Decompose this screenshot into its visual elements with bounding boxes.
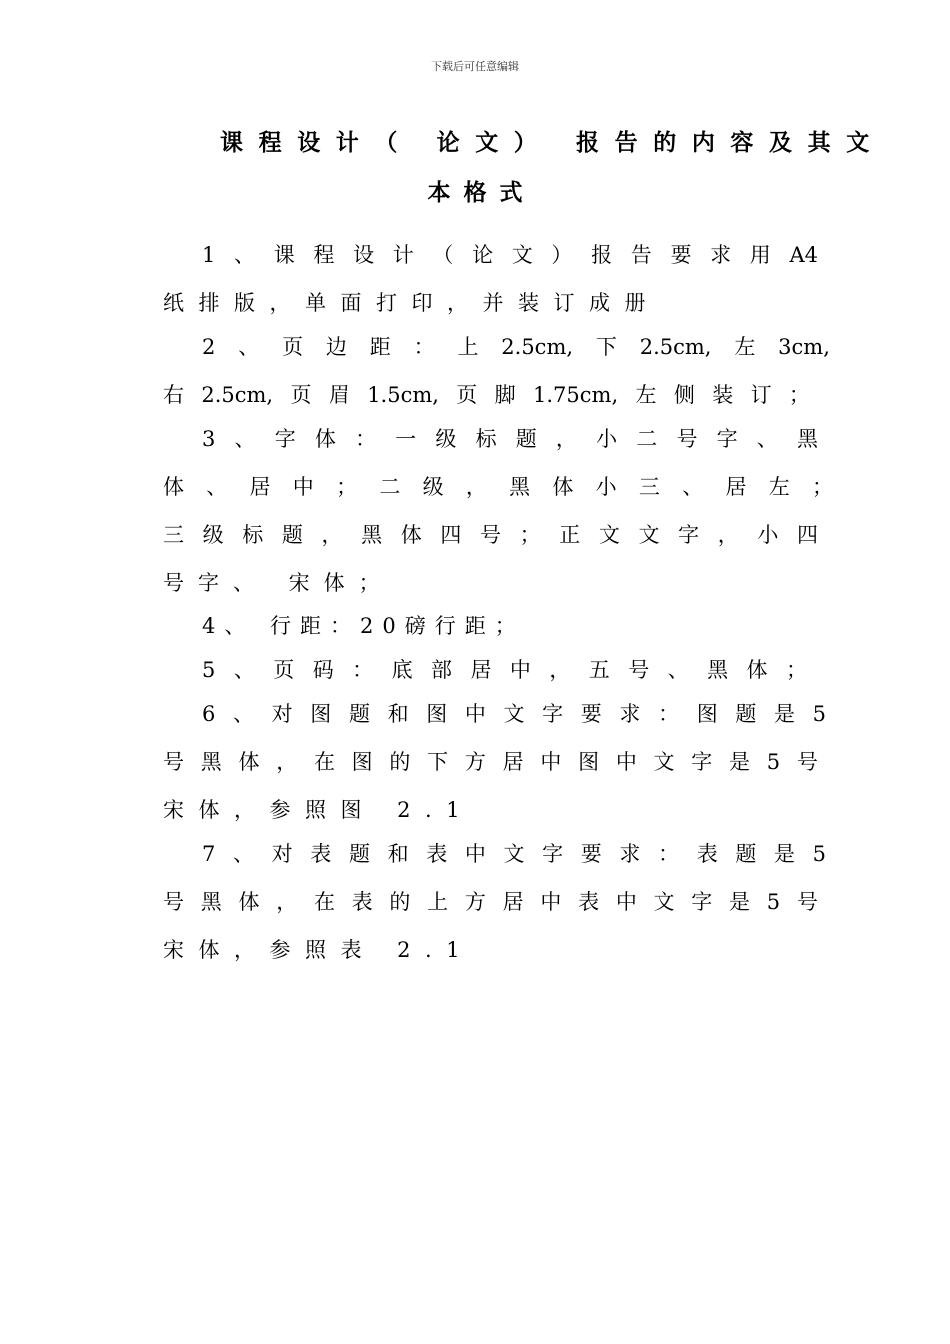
body-line-token: 课: [273, 243, 295, 267]
body-line-token: 2.5cm,: [201, 383, 274, 407]
body-line-token: 5: [812, 702, 826, 726]
body-line-token: 2: [202, 335, 216, 359]
body-line-token: 5: [766, 750, 781, 774]
body-line-token: ，: [276, 890, 298, 914]
body-line-16: 宋体，参照表 2.1: [163, 938, 475, 962]
body-line-token: 、: [233, 658, 255, 682]
body-line-10: [202, 656, 807, 684]
body-line-token: 6: [202, 702, 216, 726]
body-line-6: [163, 473, 833, 501]
document-title-line-1: 课程设计（ 论文） 报告的内容及其文: [220, 130, 885, 156]
body-line-token: 表: [578, 890, 600, 914]
body-line-token: 黑: [361, 523, 383, 547]
body-line-token: 题: [281, 523, 303, 547]
body-line-token: 表: [351, 890, 373, 914]
body-line-token: 3: [202, 427, 216, 451]
body-line-token: ：: [355, 427, 377, 451]
body-line-token: 体: [238, 890, 260, 914]
body-line-token: 5: [812, 842, 826, 866]
body-line-token: 正: [559, 523, 581, 547]
body-line-13: 宋体，参照图 2.1: [163, 798, 475, 822]
body-line-token: 是: [729, 750, 751, 774]
body-line-token: ：: [413, 335, 435, 359]
body-line-token: 四: [797, 523, 818, 547]
body-line-token: 脚: [494, 383, 516, 407]
body-line-token: 页: [273, 658, 295, 682]
body-line-token: 边: [325, 335, 347, 359]
body-line-token: 、: [234, 243, 256, 267]
body-line-token: 级: [422, 475, 444, 499]
body-line-token: 居: [725, 475, 747, 499]
body-line-token: ，: [717, 523, 739, 547]
body-line-token: 文: [511, 243, 533, 267]
body-line-token: ，: [276, 750, 298, 774]
body-line-token: 告: [630, 243, 652, 267]
body-line-token: 中: [464, 702, 486, 726]
body-line-4: [163, 381, 810, 409]
body-line-token: 体: [163, 475, 184, 499]
body-line-token: 体: [552, 475, 574, 499]
body-line-14: [202, 840, 826, 868]
body-line-token: 题: [348, 702, 370, 726]
body-line-7: [163, 521, 818, 549]
body-line-token: 居: [249, 475, 271, 499]
body-line-token: 四: [440, 523, 462, 547]
body-line-3: [202, 333, 830, 361]
body-line-token: 要: [580, 702, 602, 726]
body-line-token: 表: [696, 842, 718, 866]
body-line-token: ；: [811, 475, 833, 499]
body-line-token: 下: [427, 750, 449, 774]
body-line-token: 、: [233, 842, 255, 866]
body-line-1: [202, 241, 818, 269]
body-line-token: ；: [788, 383, 810, 407]
body-line-token: 设: [353, 243, 375, 267]
body-line-token: 字: [716, 427, 738, 451]
body-line-token: 程: [313, 243, 335, 267]
body-line-9: 4、 行距：20磅行距；: [202, 614, 525, 638]
body-line-token: 对: [271, 842, 293, 866]
body-line-2: 纸排版，单面打印，并装订成册: [163, 291, 660, 315]
body-line-token: 5: [766, 890, 781, 914]
body-line-8: 号字、 宋体；: [163, 571, 394, 595]
body-line-token: 底: [391, 658, 413, 682]
body-line-token: 1: [202, 243, 216, 267]
body-line-token: ；: [336, 475, 358, 499]
body-line-token: 号: [163, 890, 184, 914]
body-line-token: 的: [389, 890, 411, 914]
body-line-5: [202, 425, 818, 453]
body-line-token: 题: [735, 842, 757, 866]
body-line-token: 左: [635, 383, 657, 407]
body-line-token: 号: [628, 658, 650, 682]
body-line-token: ：: [658, 702, 680, 726]
body-line-token: 图: [696, 702, 718, 726]
body-line-token: 距: [369, 335, 391, 359]
body-line-token: 要: [580, 842, 602, 866]
body-line-token: 论: [472, 243, 494, 267]
body-line-token: 在: [313, 750, 335, 774]
body-line-token: 字: [691, 750, 713, 774]
body-line-token: 三: [638, 475, 660, 499]
body-line-token: 左: [734, 335, 756, 359]
body-line-token: 的: [389, 750, 411, 774]
body-line-token: ：: [658, 842, 680, 866]
body-line-token: 黑: [707, 658, 729, 682]
body-line-token: ，: [555, 427, 577, 451]
document-title-line-2: 本格式: [427, 180, 536, 206]
body-line-token: ）: [551, 243, 573, 267]
body-line-token: 居: [470, 658, 492, 682]
body-line-token: 是: [773, 702, 795, 726]
body-line-token: 表: [310, 842, 332, 866]
body-line-token: 眉: [328, 383, 350, 407]
body-line-token: 题: [348, 842, 370, 866]
body-line-token: 订: [750, 383, 772, 407]
body-line-token: ，: [465, 475, 487, 499]
body-line-token: 上: [457, 335, 479, 359]
body-line-token: 方: [464, 750, 486, 774]
body-line-15: [163, 888, 818, 916]
body-line-token: 级: [202, 523, 224, 547]
body-line-token: 2.5cm,: [639, 335, 712, 359]
body-line-token: 要: [670, 243, 692, 267]
body-line-token: 3cm,: [778, 335, 830, 359]
body-line-token: 装: [712, 383, 734, 407]
body-line-token: 文: [653, 890, 675, 914]
body-line-token: ，: [321, 523, 343, 547]
body-line-token: A4: [789, 243, 818, 267]
body-line-token: 黑: [200, 750, 222, 774]
body-line-token: 码: [312, 658, 334, 682]
body-line-token: 标: [475, 427, 497, 451]
body-line-token: 上: [427, 890, 449, 914]
body-line-token: 居: [502, 750, 524, 774]
body-line-token: 文: [503, 842, 525, 866]
body-line-token: 、: [206, 475, 228, 499]
body-line-11: [202, 700, 826, 728]
body-line-token: 页: [282, 335, 304, 359]
body-line-token: 求: [619, 842, 641, 866]
body-line-token: 图: [351, 750, 373, 774]
body-line-token: 、: [667, 658, 689, 682]
body-line-token: 在: [313, 890, 335, 914]
body-line-token: 二: [636, 427, 658, 451]
body-line-token: 7: [202, 842, 216, 866]
body-line-token: 号: [480, 523, 501, 547]
page-header-note: 下载后可任意编辑: [431, 60, 519, 73]
body-line-token: 居: [502, 890, 524, 914]
body-line-token: 五: [588, 658, 610, 682]
body-line-token: 左: [768, 475, 790, 499]
body-line-token: 小: [596, 427, 618, 451]
body-line-token: 是: [729, 890, 751, 914]
body-line-token: 、: [756, 427, 778, 451]
body-line-token: 黑: [200, 890, 222, 914]
body-line-token: 号: [796, 890, 818, 914]
body-line-token: 体: [400, 523, 422, 547]
body-line-token: 中: [292, 475, 314, 499]
body-line-token: 字: [678, 523, 700, 547]
body-line-token: 下: [595, 335, 617, 359]
body-line-token: 是: [773, 842, 795, 866]
body-line-12: [163, 748, 818, 776]
body-line-token: 计: [392, 243, 414, 267]
body-line-token: 黑: [796, 427, 818, 451]
body-line-token: 级: [435, 427, 457, 451]
body-line-token: 图: [310, 702, 332, 726]
body-line-token: 二: [379, 475, 401, 499]
body-line-token: 字: [542, 702, 564, 726]
body-line-token: 文: [653, 750, 675, 774]
body-line-token: ；: [785, 658, 807, 682]
body-line-token: 号: [163, 750, 184, 774]
body-line-token: 小: [595, 475, 617, 499]
body-line-token: 图: [578, 750, 600, 774]
body-line-token: 、: [234, 427, 256, 451]
body-line-token: 字: [691, 890, 713, 914]
body-line-token: 页: [290, 383, 312, 407]
body-line-token: 黑: [509, 475, 531, 499]
body-line-token: 体: [314, 427, 336, 451]
body-line-token: 一: [395, 427, 417, 451]
body-line-token: 1.75cm,: [533, 383, 619, 407]
body-line-token: 三: [163, 523, 184, 547]
body-line-token: 、: [682, 475, 704, 499]
body-line-token: 和: [387, 702, 409, 726]
body-line-token: 页: [456, 383, 478, 407]
body-line-token: （: [432, 243, 454, 267]
body-line-token: 体: [746, 658, 768, 682]
body-line-token: 中: [509, 658, 531, 682]
body-line-token: 、: [238, 335, 260, 359]
body-line-token: 报: [591, 243, 613, 267]
body-line-token: 号: [676, 427, 698, 451]
body-line-token: 小: [757, 523, 779, 547]
body-line-token: 中: [540, 750, 562, 774]
body-line-token: 用: [749, 243, 771, 267]
body-line-token: ；: [519, 523, 541, 547]
body-line-token: 文: [638, 523, 660, 547]
body-line-token: 中: [615, 750, 637, 774]
body-line-token: 部: [431, 658, 452, 682]
body-line-token: 号: [796, 750, 818, 774]
body-line-token: 、: [233, 702, 255, 726]
body-line-token: 中: [464, 842, 486, 866]
body-line-token: 图: [426, 702, 448, 726]
body-line-token: 字: [542, 842, 564, 866]
body-line-token: 中: [540, 890, 562, 914]
body-line-token: 文: [598, 523, 620, 547]
body-line-token: 题: [515, 427, 537, 451]
body-line-token: 题: [735, 702, 757, 726]
body-line-token: 右: [163, 383, 184, 407]
body-line-token: 对: [271, 702, 293, 726]
body-line-token: 求: [710, 243, 732, 267]
body-line-token: ，: [549, 658, 571, 682]
body-line-token: ：: [352, 658, 374, 682]
body-line-token: 标: [242, 523, 264, 547]
body-line-token: 侧: [673, 383, 695, 407]
body-line-token: 2.5cm,: [501, 335, 574, 359]
body-line-token: 方: [464, 890, 486, 914]
body-line-token: 求: [619, 702, 641, 726]
body-line-token: 中: [615, 890, 637, 914]
body-line-token: 文: [503, 702, 525, 726]
body-line-token: 体: [238, 750, 260, 774]
body-line-token: 字: [274, 427, 296, 451]
body-line-token: 表: [426, 842, 448, 866]
body-line-token: 5: [202, 658, 216, 682]
body-line-token: 1.5cm,: [367, 383, 439, 407]
body-line-token: 和: [387, 842, 409, 866]
